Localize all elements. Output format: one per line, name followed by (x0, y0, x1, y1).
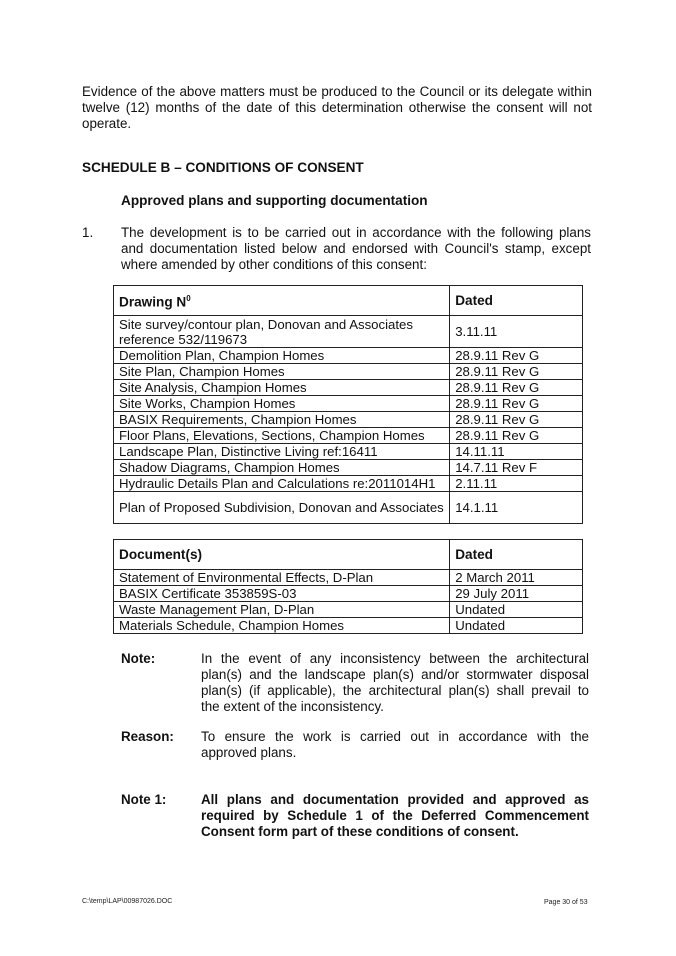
table-header-row (114, 286, 583, 316)
document-description: BASIX Certificate 353859S-03 (114, 586, 450, 602)
table-header-row (114, 540, 583, 570)
document-date: Undated (450, 618, 583, 634)
dated-header: Dated (450, 540, 583, 570)
drawings-table (113, 285, 583, 524)
note1-label: Note 1: (121, 792, 167, 807)
drawing-description: Shadow Diagrams, Champion Homes (114, 460, 450, 476)
drawing-description: Demolition Plan, Champion Homes (114, 348, 450, 364)
document-description: Statement of Environmental Effects, D-Plan (114, 570, 450, 586)
document-date: 2 March 2011 (450, 570, 583, 586)
drawing-date: 28.9.11 Rev G (450, 396, 583, 412)
document-description: Waste Management Plan, D-Plan (114, 602, 450, 618)
drawing-description: Site Analysis, Champion Homes (114, 380, 450, 396)
drawing-date: 2.11.11 (450, 476, 583, 492)
drawing-date: 3.11.11 (450, 316, 583, 348)
table-row (114, 444, 583, 460)
table-row (114, 618, 583, 634)
drawing-date: 28.9.11 Rev G (450, 380, 583, 396)
condition-paragraph (121, 225, 591, 273)
note-line: the extent of the inconsistency. (201, 699, 384, 714)
reason-line: To ensure the work is carried out in accordance with the (201, 729, 589, 744)
drawing-description: BASIX Requirements, Champion Homes (114, 412, 450, 428)
drawing-date: 28.9.11 Rev G (450, 348, 583, 364)
note1-line: required by Schedule 1 of the Deferred Commencement (201, 808, 589, 823)
schedule-heading: SCHEDULE B – CONDITIONS OF CONSENT (82, 160, 364, 175)
note-label: Note: (121, 651, 156, 666)
drawing-description: Site survey/contour plan, Donovan and Associates reference 532/119673 (114, 316, 450, 348)
intro-line: operate. (82, 116, 132, 131)
drawing-description: Site Works, Champion Homes (114, 396, 450, 412)
table-row (114, 396, 583, 412)
intro-line: twelve (12) months of the date of this determination otherwise the consent will not (82, 100, 592, 115)
documents-header: Document(s) (114, 540, 450, 570)
dated-header: Dated (450, 286, 583, 316)
intro-paragraph (82, 84, 592, 132)
drawing-date: 28.9.11 Rev G (450, 428, 583, 444)
drawing-description: Plan of Proposed Subdivision, Donovan and Associates (114, 492, 450, 524)
document-date: Undated (450, 602, 583, 618)
footer-file-path: C:\temp\LAP\00987026.DOC (82, 898, 173, 905)
note1-paragraph (201, 792, 589, 840)
reason-line: approved plans. (201, 745, 297, 760)
section-subheading: Approved plans and supporting documentation (121, 193, 428, 208)
documents-table (113, 539, 583, 634)
reason-paragraph (201, 729, 589, 761)
condition-number: 1. (82, 225, 94, 240)
drawing-number-header: Drawing $N^0$ (114, 286, 450, 316)
note-line: In the event of any inconsistency between the architectural (201, 651, 589, 666)
note1-line: All plans and documentation provided and approved as (201, 792, 589, 807)
condition-line: and documentation listed below and endorsed with Council's stamp, except (121, 241, 591, 256)
note-paragraph (201, 651, 589, 715)
drawing-date: 14.11.11 (450, 444, 583, 460)
drawing-date: 14.1.11 (450, 492, 583, 524)
drawing-description: Hydraulic Details Plan and Calculations re:2011014H1 (114, 476, 450, 492)
document-date: 29 July 2011 (450, 586, 583, 602)
document-description: Materials Schedule, Champion Homes (114, 618, 450, 634)
table-row (114, 412, 583, 428)
note1-line: Consent form part of these conditions of consent. (201, 824, 519, 839)
table-row (114, 476, 583, 492)
drawing-description: Landscape Plan, Distinctive Living ref:16411 (114, 444, 450, 460)
superscript-zero: 0 (186, 294, 191, 304)
condition-line: The development is to be carried out in accordance with the following plans (121, 225, 591, 240)
table-row (114, 492, 583, 524)
table-row (114, 570, 583, 586)
drawing-date: 28.9.11 Rev G (450, 412, 583, 428)
drawing-description: Site Plan, Champion Homes (114, 364, 450, 380)
table-row (114, 460, 583, 476)
table-row (114, 380, 583, 396)
condition-line: where amended by other conditions of this consent: (121, 257, 427, 272)
table-row (114, 602, 583, 618)
table-row (114, 364, 583, 380)
reason-label: Reason: (121, 729, 174, 744)
drawing-date: 14.7.11 Rev F (450, 460, 583, 476)
table-row (114, 428, 583, 444)
footer-page-number: Page 30 of 53 (544, 899, 588, 906)
table-row (114, 316, 583, 348)
table-row (114, 586, 583, 602)
table-row (114, 348, 583, 364)
drawing-description: Floor Plans, Elevations, Sections, Champion Homes (114, 428, 450, 444)
drawing-date: 28.9.11 Rev G (450, 364, 583, 380)
note-line: plan(s) and the landscape plan(s) and/or stormwater disposal (201, 667, 589, 682)
note-line: plan(s) (if applicable), the architectural plan(s) shall prevail to (201, 683, 589, 698)
intro-line: Evidence of the above matters must be produced to the Council or its delegate within (82, 84, 592, 99)
